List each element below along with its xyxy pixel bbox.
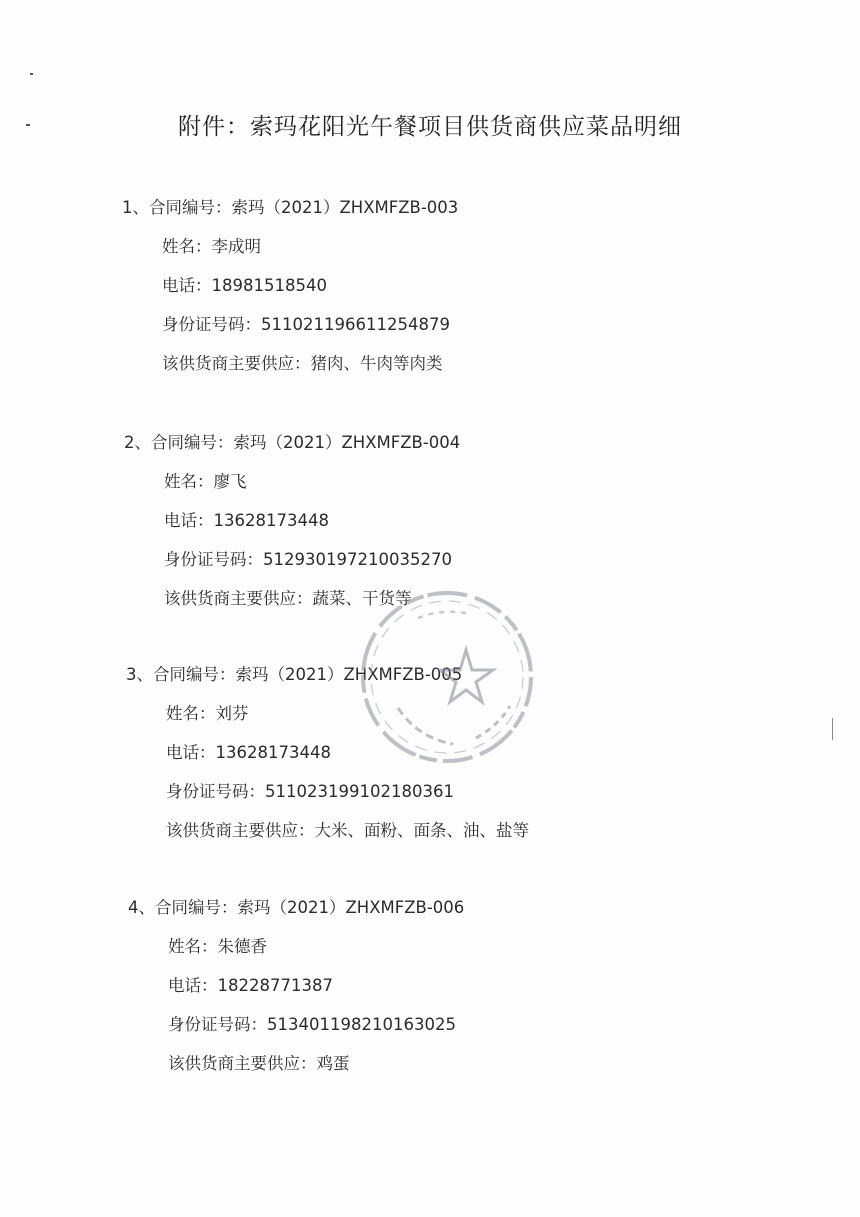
id-label: 身份证号码：	[166, 782, 265, 801]
supplier-name: 李成明	[211, 237, 261, 256]
seal-star-icon	[440, 650, 493, 702]
contract-number: 索玛（2021）ZHXMFZB-005	[235, 665, 463, 684]
phone-label: 电话：	[166, 743, 216, 762]
phone-number: 13628173448	[213, 511, 329, 530]
supply-label: 该供货商主要供应：	[162, 354, 311, 373]
phone-line	[122, 266, 458, 305]
supply-items: 蔬菜、干货等	[312, 589, 412, 608]
supply-label: 该供货商主要供应：	[166, 821, 315, 840]
phone-number: 18228771387	[217, 976, 333, 995]
supply-items: 大米、面粉、面条、油、盐等	[314, 821, 529, 840]
contract-line	[128, 888, 464, 927]
id-line	[128, 1005, 464, 1044]
id-number: 513401198210163025	[267, 1015, 456, 1034]
id-line	[124, 540, 460, 579]
name-label: 姓名：	[162, 237, 212, 256]
supply-line	[128, 1044, 464, 1083]
name-label: 姓名：	[168, 937, 218, 956]
name-label: 姓名：	[166, 704, 216, 723]
id-label: 身份证号码：	[162, 315, 261, 334]
official-seal-stamp	[358, 588, 536, 766]
phone-line	[128, 966, 464, 1005]
id-line	[122, 305, 458, 344]
contract-label: 合同编号：	[149, 198, 232, 217]
phone-line	[124, 501, 460, 540]
supply-items: 鸡蛋	[316, 1054, 350, 1073]
supplier-name: 廖飞	[213, 472, 247, 491]
scan-speck	[30, 73, 33, 75]
seal-arc-mark	[398, 708, 453, 744]
entry-index: 2、	[124, 433, 151, 452]
phone-label: 电话：	[168, 976, 218, 995]
supplier-name: 刘芬	[215, 704, 249, 723]
id-label: 身份证号码：	[168, 1015, 267, 1034]
name-line	[128, 927, 464, 966]
id-number: 511021196611254879	[261, 315, 450, 334]
id-line	[126, 772, 529, 811]
name-line	[122, 227, 458, 266]
contract-number: 索玛（2021）ZHXMFZB-003	[231, 198, 459, 217]
seal-arc-mark	[418, 612, 470, 618]
page-title: 附件：索玛花阳光午餐项目供货商供应菜品明细	[178, 114, 682, 140]
contract-number: 索玛（2021）ZHXMFZB-004	[233, 433, 461, 452]
phone-label: 电话：	[164, 511, 214, 530]
name-line	[124, 462, 460, 501]
supplier-name: 朱德香	[217, 937, 267, 956]
supply-label: 该供货商主要供应：	[168, 1054, 317, 1073]
name-label: 姓名：	[164, 472, 214, 491]
id-label: 身份证号码：	[164, 550, 263, 569]
supply-label: 该供货商主要供应：	[164, 589, 313, 608]
contract-line	[122, 188, 458, 227]
supplier-entry-1	[122, 188, 458, 383]
scan-speck	[26, 124, 30, 126]
entry-index: 1、	[122, 198, 149, 217]
seal-arc-mark	[476, 706, 510, 738]
supplier-entry-4	[128, 888, 464, 1083]
entry-index: 4、	[128, 898, 155, 917]
phone-number: 13628173448	[215, 743, 331, 762]
phone-label: 电话：	[162, 276, 212, 295]
supply-line	[126, 811, 529, 850]
supply-items: 猪肉、牛肉等肉类	[310, 354, 443, 373]
contract-label: 合同编号：	[155, 898, 238, 917]
scan-speck	[832, 718, 833, 740]
phone-number: 18981518540	[211, 276, 327, 295]
id-number: 511023199102180361	[265, 782, 454, 801]
contract-line	[124, 423, 460, 462]
contract-label: 合同编号：	[151, 433, 234, 452]
id-number: 512930197210035270	[263, 550, 452, 569]
contract-label: 合同编号：	[153, 665, 236, 684]
supply-line	[122, 344, 458, 383]
contract-number: 索玛（2021）ZHXMFZB-006	[237, 898, 465, 917]
entry-index: 3、	[126, 665, 153, 684]
